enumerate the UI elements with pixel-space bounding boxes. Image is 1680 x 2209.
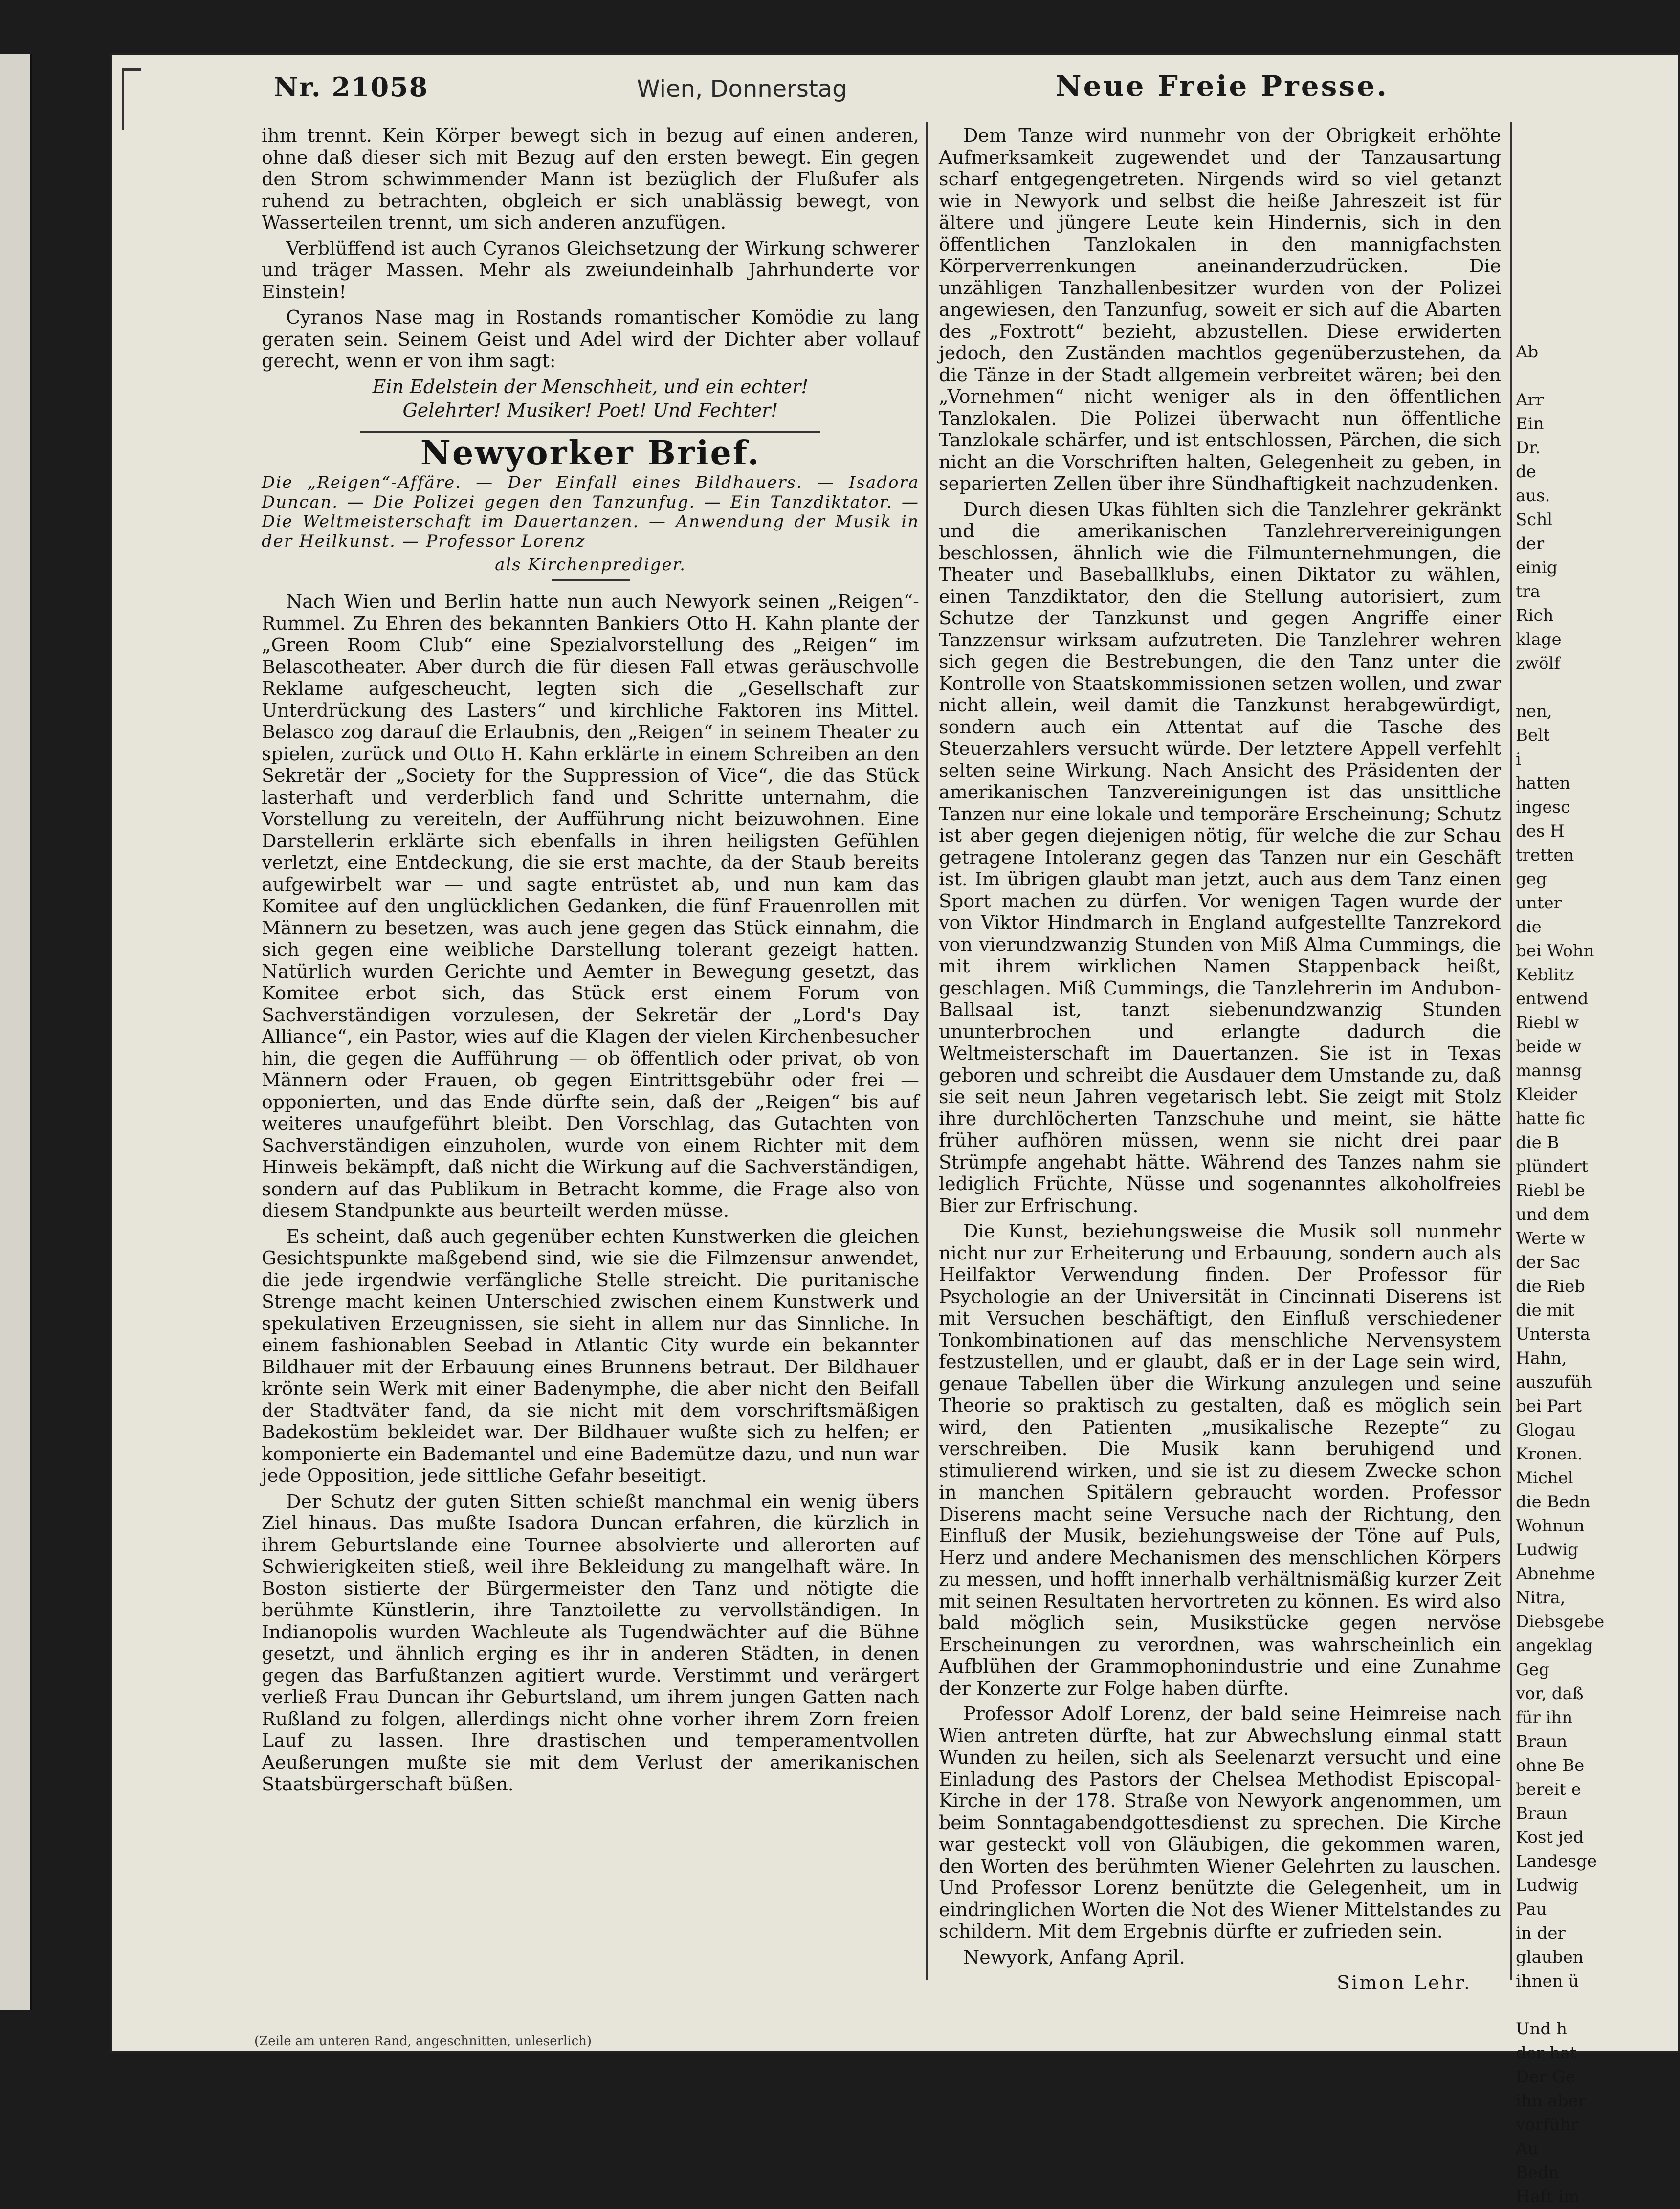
fragment-line: Braun — [1516, 1732, 1568, 1751]
fragment-line: Landesge — [1516, 1852, 1597, 1871]
fragment-line: de — [1516, 462, 1536, 482]
fragment-line: Der Ge — [1516, 2067, 1575, 2087]
fragment-line — [1516, 125, 1584, 149]
fragment-line: auszufüh — [1516, 1372, 1592, 1392]
fragment-line: Glogau — [1516, 1420, 1576, 1440]
fragment-line: der Sac — [1516, 1253, 1580, 1272]
fragment-line: Geg — [1516, 1660, 1550, 1679]
fragment-line: Arr — [1516, 390, 1544, 410]
fragment-line: Ab — [1516, 342, 1539, 362]
article-paragraph: Durch diesen Ukas fühlten sich die Tanzlehrer gekränkt und die amerikanischen Tanzlehrervereinigungen beschlossen, ähnlich wie die Filmunternehmungen, die Theater und Baseballklubs, einen Diktator zu wählen, einen Tanzdiktator, den die Stellung autorisiert, zum Schutze der Tanzkunst und gegen Angriffe einer Tanzzensur wirksam aufzutreten. Die Tanzlehrer wehren sich gegen die Bestrebungen, die den Tanz unter die Kontrolle von Staatskommissionen setzen wollen, und zwar nicht allein, weil damit die Tanzkunst herabgewürdigt, sondern auch ein Attentat auf die Tasche des Steuerzahlers versucht würde. Der letztere Appell verfehlt selten seine Wirkung. Nach Ansicht des Präsidenten der amerikanischen Tanzvereinigungen ist das unsittliche Tanzen nur eine lokale und temporäre Erscheinung; Schutz ist aber gegen diejenigen nötig, für welche die zur Schau getragene Intoleranz gegen das Tanzen nur ein Geschäft ist. Im übrigen glaubt man jetzt, auch aus dem Tanz einen Sport machen zu dürfen. Vor wenigen Tagen wurde der von Viktor Hindmarch in England aufgestellte Tanzrekord von vierundzwanzig Stunden von Miß Alma Cummings, die mit ihrem wirklichen Namen Stappenback heißt, geschlagen. Miß Cummings, die Tanzlehrerin im Andubon-Ballsaal ist, tanzt siebenundzwanzig Stunden ununterbrochen und erlangte dadurch die Weltmeisterschaft im Dauertanzen. Sie ist in Texas geboren und schreibt die Ausdauer dem Umstande zu, daß sie seit neun Jahren vegetarisch lebt. Sie zeigt mit Stolz ihre durchlöcherten Tanzschuhe und meint, sie hätte früher aufhören müssen, wenn sie nicht drei paar Strümpfe angehabt hätte. Während des Tanzes nahm sie lediglich Früchte, Nüsse und sogenanntes alkoholfreies Bier zur Erfrischung. — [939, 498, 1501, 1216]
fragment-line: Au — [1516, 2139, 1539, 2159]
fragment-line — [1516, 197, 1584, 221]
fragment-line — [1516, 1993, 1584, 2017]
fragment-line: die Rieb — [1516, 1277, 1585, 1296]
article-paragraph: Der Schutz der guten Sitten schießt manchmal ein wenig übers Ziel hinaus. Das mußte Isadora Duncan erfahren, die kürzlich in ihrem Geburtslande eine Tournee absolvierte und allerorten auf Schwierigkeiten stieß, weil ihre Bekleidung zu mangelhaft wäre. In Boston sistierte der Bürgermeister den Tanz und nötigte die berühmte Künstlerin, ihre Tanztoilette zu vervollständigen. In Indianopolis wurden Wachleute als Tugendwächter auf die Bühne gesetzt, und ähnlich erging es ihr in anderen Städten, in denen gegen das Barfußtanzen agitiert wurde. Verstimmt und verärgert verließ Frau Duncan ihr Geburtsland, um ihrem jungen Gatten nach Rußland zu folgen, allerdings nicht ohne vorher ihrem Zorn freien Lauf zu lassen. Ihre drastischen und temperamentvollen Aeußerungen mußte sie mit dem Verlust der amerikanischen Staatsbürgerschaft büßen. — [262, 1490, 919, 1795]
fragment-line: die B — [1516, 1133, 1559, 1152]
article-paragraph: Nach Wien und Berlin hatte nun auch Newyork seinen „Reigen“-Rummel. Zu Ehren des bekannten Bankiers Otto H. Kahn plante der „Green Room Club“ eine Spezialvorstellung des „Reigen“ im Belascotheater. Aber durch die für diesen Fall etwas geräuschvolle Reklame aufgescheucht, legten sich die „Gesellschaft zur Unterdrückung des Lasters“ und kirchliche Faktoren ins Mittel. Belasco zog darauf die Erlaubnis, den „Reigen“ in seinem Theater zu spielen, zurück und Otto H. Kahn erklärte in einem Schreiben an den Sekretär der „Society for the Suppression of Vice“, die das Stück lasterhaft und verderblich fand und Schritte unternahm, die Vorstellung zu vereiteln, der Aufführung nicht beizuwohnen. Eine Darstellerin erklärte sich ebenfalls in ihren heiligsten Gefühlen verletzt, eine Entdeckung, die sie erst machte, da der Staub bereits aufgewirbelt war — und sagte entrüstet ab, und nun kam das Komitee auf den unglücklichen Gedanken, die fünf Frauenrollen mit Männern zu besetzen, was auch jene gegen das Stück einnahm, die sich gegen eine weibliche Darstellung tolerant gezeigt hatten. Natürlich wurden Gerichte und Aemter in Bewegung gesetzt, das Komitee erbot sich, das Stück erst einem Forum von Sachverständigen vorzulesen, der Sekretär der „Lord's Day Alliance“, ein Pastor, wies auf die Klagen der vielen Kirchenbesucher hin, die gegen die Aufführung — ob öffentlich oder privat, ob von Männern oder Frauen, ob gegen Eintrittsgebühr oder frei — opponierten, und das Ende dürfte sein, daß der „Reigen“ bis auf weiteres unaufgeführt bleibt. Den Vorschlag, das Gutachten von Sachverständigen einzuholen, wurde von einem Richter mit dem Hinweis bekämpft, daß nicht die Wirkung auf die Sachverständigen, sondern auf das Publikum in Betracht komme, die Frage also von diesem Standpunkte aus beurteilt werden müsse. — [262, 591, 919, 1221]
left-column — [262, 125, 919, 1799]
fragment-line — [1516, 149, 1584, 173]
fragment-line: Dr. — [1516, 438, 1541, 458]
fragment-line: entwend — [1516, 989, 1589, 1009]
fragment-line: Kost jed — [1516, 1828, 1584, 1847]
subtitle-rule — [552, 579, 630, 581]
article-paragraph: Dem Tanze wird nunmehr von der Obrigkeit erhöhte Aufmerksamkeit zugewendet und der Tanzausartung scharf entgegengetreten. Nirgends wird so viel getanzt wie in Newyork und selbst die heiße Jahreszeit ist für ältere und jüngere Leute kein Hindernis, sich in den öffentlichen Tanzlokalen in den mannigfachsten Körperverrenkungen aneinanderzudrücken. Die unzähligen Tanzhallenbesitzer wurden von der Polizei angewiesen, den Tanzunfug, soweit er sich auf die Abarten des „Foxtrott“ bezieht, abzustellen. Diese erwiderten jedoch, den Zuständen machtlos gegenüberzustehen, da die Tänze in der Stadt allgemein verbreitet wären; bei den „Vornehmen“ nicht weniger als in den öffentlichen Tanzlokalen. Die Polizei überwacht nun öffentliche Tanzlokale schärfer, und ist entschlossen, Pärchen, die sich nicht an die Vorschriften halten, Gelegenheit zu geben, in separierten Zellen über ihre Sündhaftigkeit nachzudenken. — [939, 125, 1501, 494]
fragment-line: der hat — [1516, 2043, 1577, 2063]
fragment-line: die Bedn — [1516, 1492, 1591, 1512]
fragment-line: i — [1516, 750, 1521, 769]
fragment-line: Nitra, — [1516, 1588, 1566, 1608]
fragment-line: Rich — [1516, 606, 1554, 625]
column-rule-right — [1510, 122, 1512, 1980]
fragment-line — [1516, 316, 1584, 340]
fragment-line: Ein — [1516, 414, 1544, 434]
fragment-line: tra — [1516, 582, 1541, 601]
fragment-line: nen, — [1516, 702, 1552, 721]
fragment-line: vor, daß — [1516, 1684, 1584, 1703]
fragment-line: ingesc — [1516, 797, 1570, 817]
author-signature: Simon Lehr. — [1337, 1972, 1472, 1993]
fragment-line: angeklag — [1516, 1636, 1593, 1656]
fragment-line: ihnen ü — [1516, 1971, 1579, 1991]
fragment-line: der — [1516, 534, 1545, 553]
fragment-line: in der — [1516, 1923, 1566, 1943]
middle-column — [939, 125, 1501, 1998]
fragment-line: Hahn, — [1516, 1348, 1567, 1368]
article-text-intro-1: ihm trennt. Kein Körper bewegt sich in bezug auf einen anderen, ohne daß dieser sich mit Bezug auf den ersten bewegt. Ein gegen den Strom schwimmender Mann ist bezüglich der Flußufer als ruhend zu betrachten, obgleich er sich unablässig bewegt, von Wasserteilen trennt, um sich anderen anzufügen. — [262, 125, 919, 233]
fragment-line — [1516, 244, 1584, 268]
fragment-line: Wohnun — [1516, 1516, 1585, 1536]
fragment-line: Schl — [1516, 510, 1553, 530]
article-paragraph: Die Kunst, beziehungsweise die Musik soll nunmehr nicht nur zur Erheiterung und Erbauung, sondern auch als Heilfaktor Verwendung finden. Der Professor für Psychologie an der Universität in Cincinnati Diserens ist mit Versuchen beschäftigt, den Einfluß verschiedener Tonkombinationen auf das menschliche Nervensystem festzustellen, und er glaubt, daß er in der Lage sein wird, genaue Tabellen über die Wirkung anzulegen und seine Theorie so praktisch zu gestalten, daß es möglich sein wird, den Patienten „musikalische Rezepte“ zu verschreiben. Die Musik kann beruhigend und stimulierend wirken, und sie ist zu diesem Zwecke schon in manchen Spitälern gebraucht worden. Professor Diserens macht seine Versuche nach der Richtung, den Einfluß der Musik, beziehungsweise der Töne auf Puls, Herz und andere Mechanismen des menschlichen Körpers zu messen, und hofft innerhalb verhältnismäßig kurzer Zeit mit seinen Resultaten hervortreten zu können. Es wird also bald möglich sein, Musikstücke gegen nervöse Erscheinungen zu verordnen, was wahrscheinlich ein Aufblühen der Grammophonindustrie und eine Zunahme der Konzerte zur Folge haben dürfte. — [939, 1220, 1501, 1699]
fragment-line: Bedn — [1516, 2163, 1559, 2183]
place-and-day: Wien, Donnerstag — [637, 75, 847, 103]
article-text-intro-2: Verblüffend ist auch Cyranos Gleichsetzung der Wirkung schwerer und träger Massen. Mehr als zweiundeinhalb Jahrhunderte vor Einstein! — [262, 237, 919, 303]
column-rule-left — [926, 122, 928, 1980]
adjacent-column-fragments — [1516, 125, 1605, 2207]
fragment-line: die mit — [1516, 1301, 1575, 1320]
fragment-line: Pau — [1516, 1900, 1547, 1919]
verse-line: Gelehrter! Musiker! Poet! Und Fechter! — [402, 399, 778, 421]
cut-off-bottom-line: (Zeile am unteren Rand, angeschnitten, unleserlich) — [254, 2034, 592, 2049]
article-text-intro-3: Cyranos Nase mag in Rostands romantischer Komödie zu lang geraten sein. Seinem Geist und Adel wird der Dichter aber vollauf gerecht, wenn er von ihm sagt: — [262, 307, 919, 372]
fragment-line: Werte w — [1516, 1229, 1586, 1248]
fragment-line: aus. — [1516, 486, 1550, 506]
fragment-line: hatten — [1516, 773, 1570, 793]
fragment-line: und dem — [1516, 1205, 1590, 1224]
fragment-line: Kleider — [1516, 1085, 1577, 1104]
fragment-line: Michel — [1516, 1468, 1573, 1488]
verse-line: Ein Edelstein der Menschheit, und ein echter! — [372, 376, 809, 398]
fragment-line: für ihn — [1516, 1708, 1573, 1727]
fragment-line: Keblitz — [1516, 965, 1574, 985]
fragment-line: plündert — [1516, 1157, 1589, 1176]
fragment-line: Abnehme — [1516, 1564, 1595, 1584]
section-divider — [360, 431, 821, 433]
fragment-line: Haft im — [1516, 2187, 1580, 2207]
issue-number: Nr. 21058 — [274, 71, 429, 103]
masthead — [274, 24, 1389, 103]
fragment-line — [1516, 221, 1584, 244]
fragment-line: die — [1516, 917, 1542, 937]
fragment-line — [1516, 268, 1584, 292]
section-title: Newyorker Brief. — [420, 433, 761, 473]
dateline: Newyork, Anfang April. — [963, 1946, 1185, 1968]
fragment-line: ohne Be — [1516, 1756, 1585, 1775]
fragment-line: vorführ — [1516, 2115, 1579, 2135]
fragment-line: Riebl be — [1516, 1181, 1585, 1200]
crop-corner-mark — [122, 68, 141, 130]
fragment-line: Riebl w — [1516, 1013, 1579, 1033]
fragment-line: mannsg — [1516, 1061, 1582, 1081]
fragment-line: hatte fic — [1516, 1109, 1586, 1128]
fragment-line: Ludwig — [1516, 1876, 1578, 1895]
fragment-line: einig — [1516, 558, 1558, 577]
fragment-line: beide w — [1516, 1037, 1582, 1057]
fragment-line: bei Wohn — [1516, 941, 1594, 961]
fragment-line: Belt — [1516, 726, 1550, 745]
fragment-line: Braun — [1516, 1804, 1568, 1823]
fragment-line — [1516, 676, 1584, 700]
fragment-line: Diebsgebe — [1516, 1612, 1605, 1632]
fragment-line — [1516, 173, 1584, 197]
fragment-line: glauben — [1516, 1947, 1584, 1967]
newspaper-name: Neue Freie Presse. — [1055, 69, 1389, 103]
fragment-line: Kronen. — [1516, 1444, 1583, 1464]
fragment-line: zwölf — [1516, 654, 1560, 673]
fragment-line: ihn aber — [1516, 2091, 1586, 2111]
fragment-line: Ludwig — [1516, 1540, 1578, 1560]
fragment-line: tretten — [1516, 845, 1574, 865]
fragment-line — [1516, 364, 1584, 388]
fragment-line: Untersta — [1516, 1325, 1590, 1344]
fragment-line: Und h — [1516, 2019, 1568, 2039]
adjacent-page-edge — [0, 54, 32, 2010]
article-paragraph: Professor Adolf Lorenz, der bald seine Heimreise nach Wien antreten dürfte, hat zur Abwechslung einmal statt Wunden zu heilen, sich als Seelenarzt versucht und eine Einladung des Pastors der Chelsea Methodist Episcopal-Kirche in der 178. Straße von Newyork angenommen, um beim Sonntagabendgottesdienst zu sprechen. Die Kirche war gesteckt voll von Gläubigen, die gekommen waren, den Worten des berühmten Wiener Gelehrten zu lauschen. Und Professor Lorenz benützte die Gelegenheit, um in eindringlichen Worten die Not des Wiener Mittelstandes zu schildern. Mit dem Ergebnis dürfte er zufrieden sein. — [939, 1703, 1501, 1942]
fragment-line: des H — [1516, 821, 1565, 841]
fragment-line: bereit e — [1516, 1780, 1581, 1799]
fragment-line — [1516, 292, 1584, 316]
fragment-line: klage — [1516, 630, 1562, 649]
section-subtitle: Die „Reigen“-Affäre. — Der Einfall eines Bildhauers. — Isadora Duncan. — Die Polizei gegen den Tanzunfug. — Ein Tanzdiktator. — Die Weltmeisterschaft im Dauertanzen. — Anwendung der Musik in der Heilkunst. — Professor Lorenz — [262, 473, 919, 551]
fragment-line: unter — [1516, 893, 1562, 913]
fragment-line: bei Part — [1516, 1396, 1582, 1416]
article-paragraph: Es scheint, daß auch gegenüber echten Kunstwerken die gleichen Gesichtspunkte maßgebend sind, wie sie die Filmzensur anwendet, die jede irgendwie verfängliche Stelle streicht. Die puritanische Strenge macht keinen Unterschied zwischen einem Kunstwerk und spekulativen Erzeugnissen, sie sieht in allem nur das Sinnliche. In einem fashionablen Seebad in Atlantic City wurde ein bekannter Bildhauer mit der Erbauung eines Brunnens betraut. Der Bildhauer krönte sein Werk mit einer Badenymphe, die aber nicht den Beifall der Stadtväter fand, da sie nicht mit dem vorschriftsmäßigen Badekostüm bekleidet war. Der Bildhauer wußte sich zu helfen; er komponierte ein Bademantel und eine Bademütze dazu, und nun war jede Opposition, jede sittliche Gefahr beseitigt. — [262, 1225, 919, 1486]
section-subtitle-last: als Kirchenprediger. — [495, 555, 686, 574]
fragment-line: geg — [1516, 869, 1547, 889]
